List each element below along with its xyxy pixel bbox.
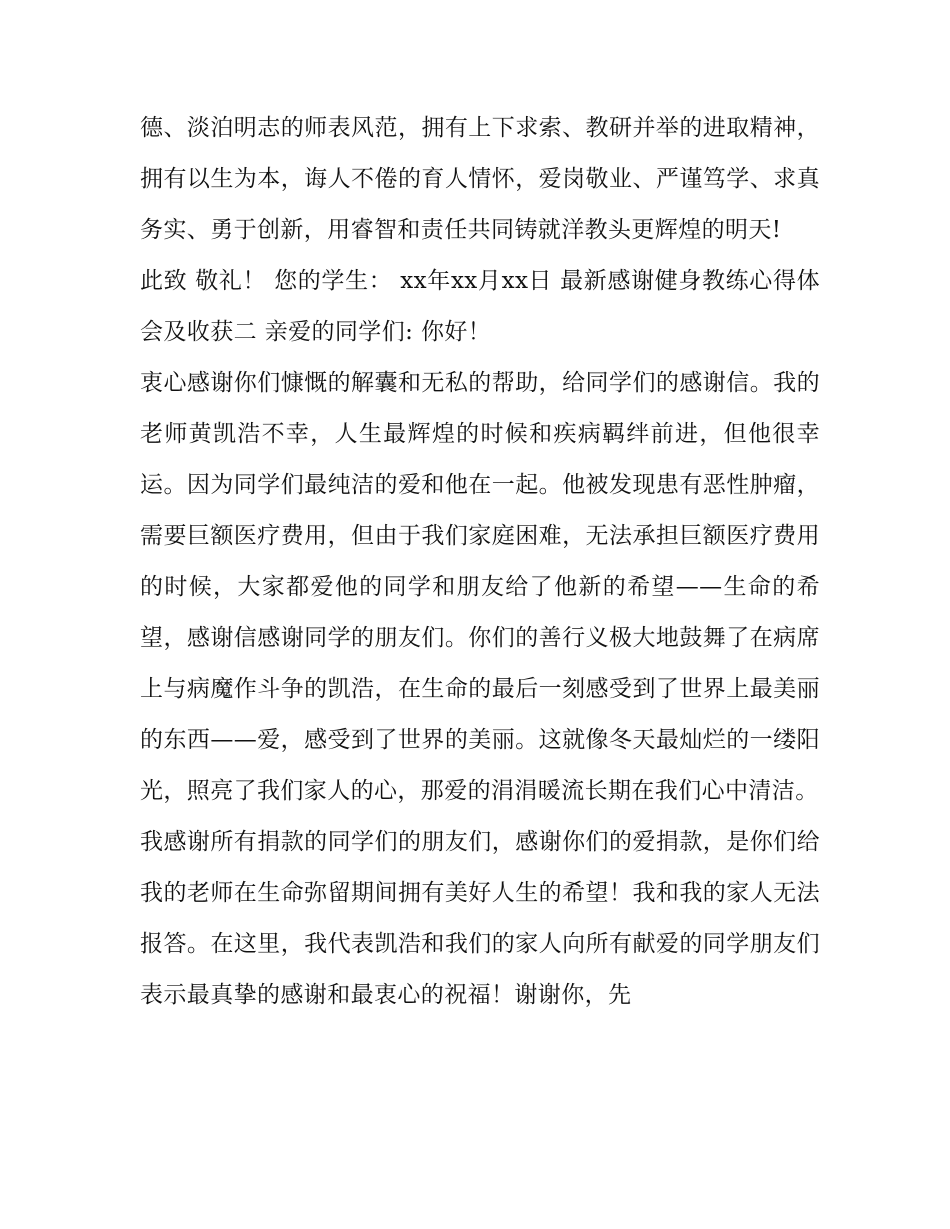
paragraph-closing-praise: 德、淡泊明志的师表风范，拥有上下求索、教研并举的进取精神，拥有以生为本，诲人不倦的育人情怀，爱岗敬业、严谨笃学、求真务实、勇于创新，用睿智和责任共同铸就洋教头更辉煌的明天! bbox=[140, 115, 820, 243]
document-body bbox=[140, 103, 820, 1021]
paragraph-thanks-story: 衷心感谢你们慷慨的解囊和无私的帮助，给同学们的感谢信。我的老师黄凯浩不幸，人生最辉煌的时候和疾病羁绊前进，但他很幸运。因为同学们最纯洁的爱和他在一起。他被发现患有恶性肿瘤，需要巨额医疗费用，但由于我们家庭困难，无法承担巨额医疗费用的时候，大家都爱他的同学和朋友给了他新的希望——生命的希望，感谢信感谢同学的朋友们。你们的善行义极大地鼓舞了在病席上与病魔作斗争的凯浩，在生命的最后一刻感受到了世界上最美丽的东西——爱，感受到了世界的美丽。这就像冬天最灿烂的一缕阳光，照亮了我们家人的心，那爱的涓涓暖流长期在我们心中清洁。 bbox=[140, 370, 820, 804]
paragraph-gratitude: 我感谢所有捐款的同学们的朋友们，感谢你们的爱捐款，是你们给我的老师在生命弥留期间拥有美好人生的希望！我和我的家人无法报答。在这里，我代表凯浩和我们的家人向所有献爱的同学朋友们表示最真挚的感谢和最衷心的祝福！谢谢你，先 bbox=[140, 829, 820, 1008]
paragraph-signature-and-greeting: 此致 敬礼！ 您的学生： xx年xx月xx日 最新感谢健身教练心得体会及收获二 亲爱的同学们: 你好！ bbox=[140, 268, 820, 345]
